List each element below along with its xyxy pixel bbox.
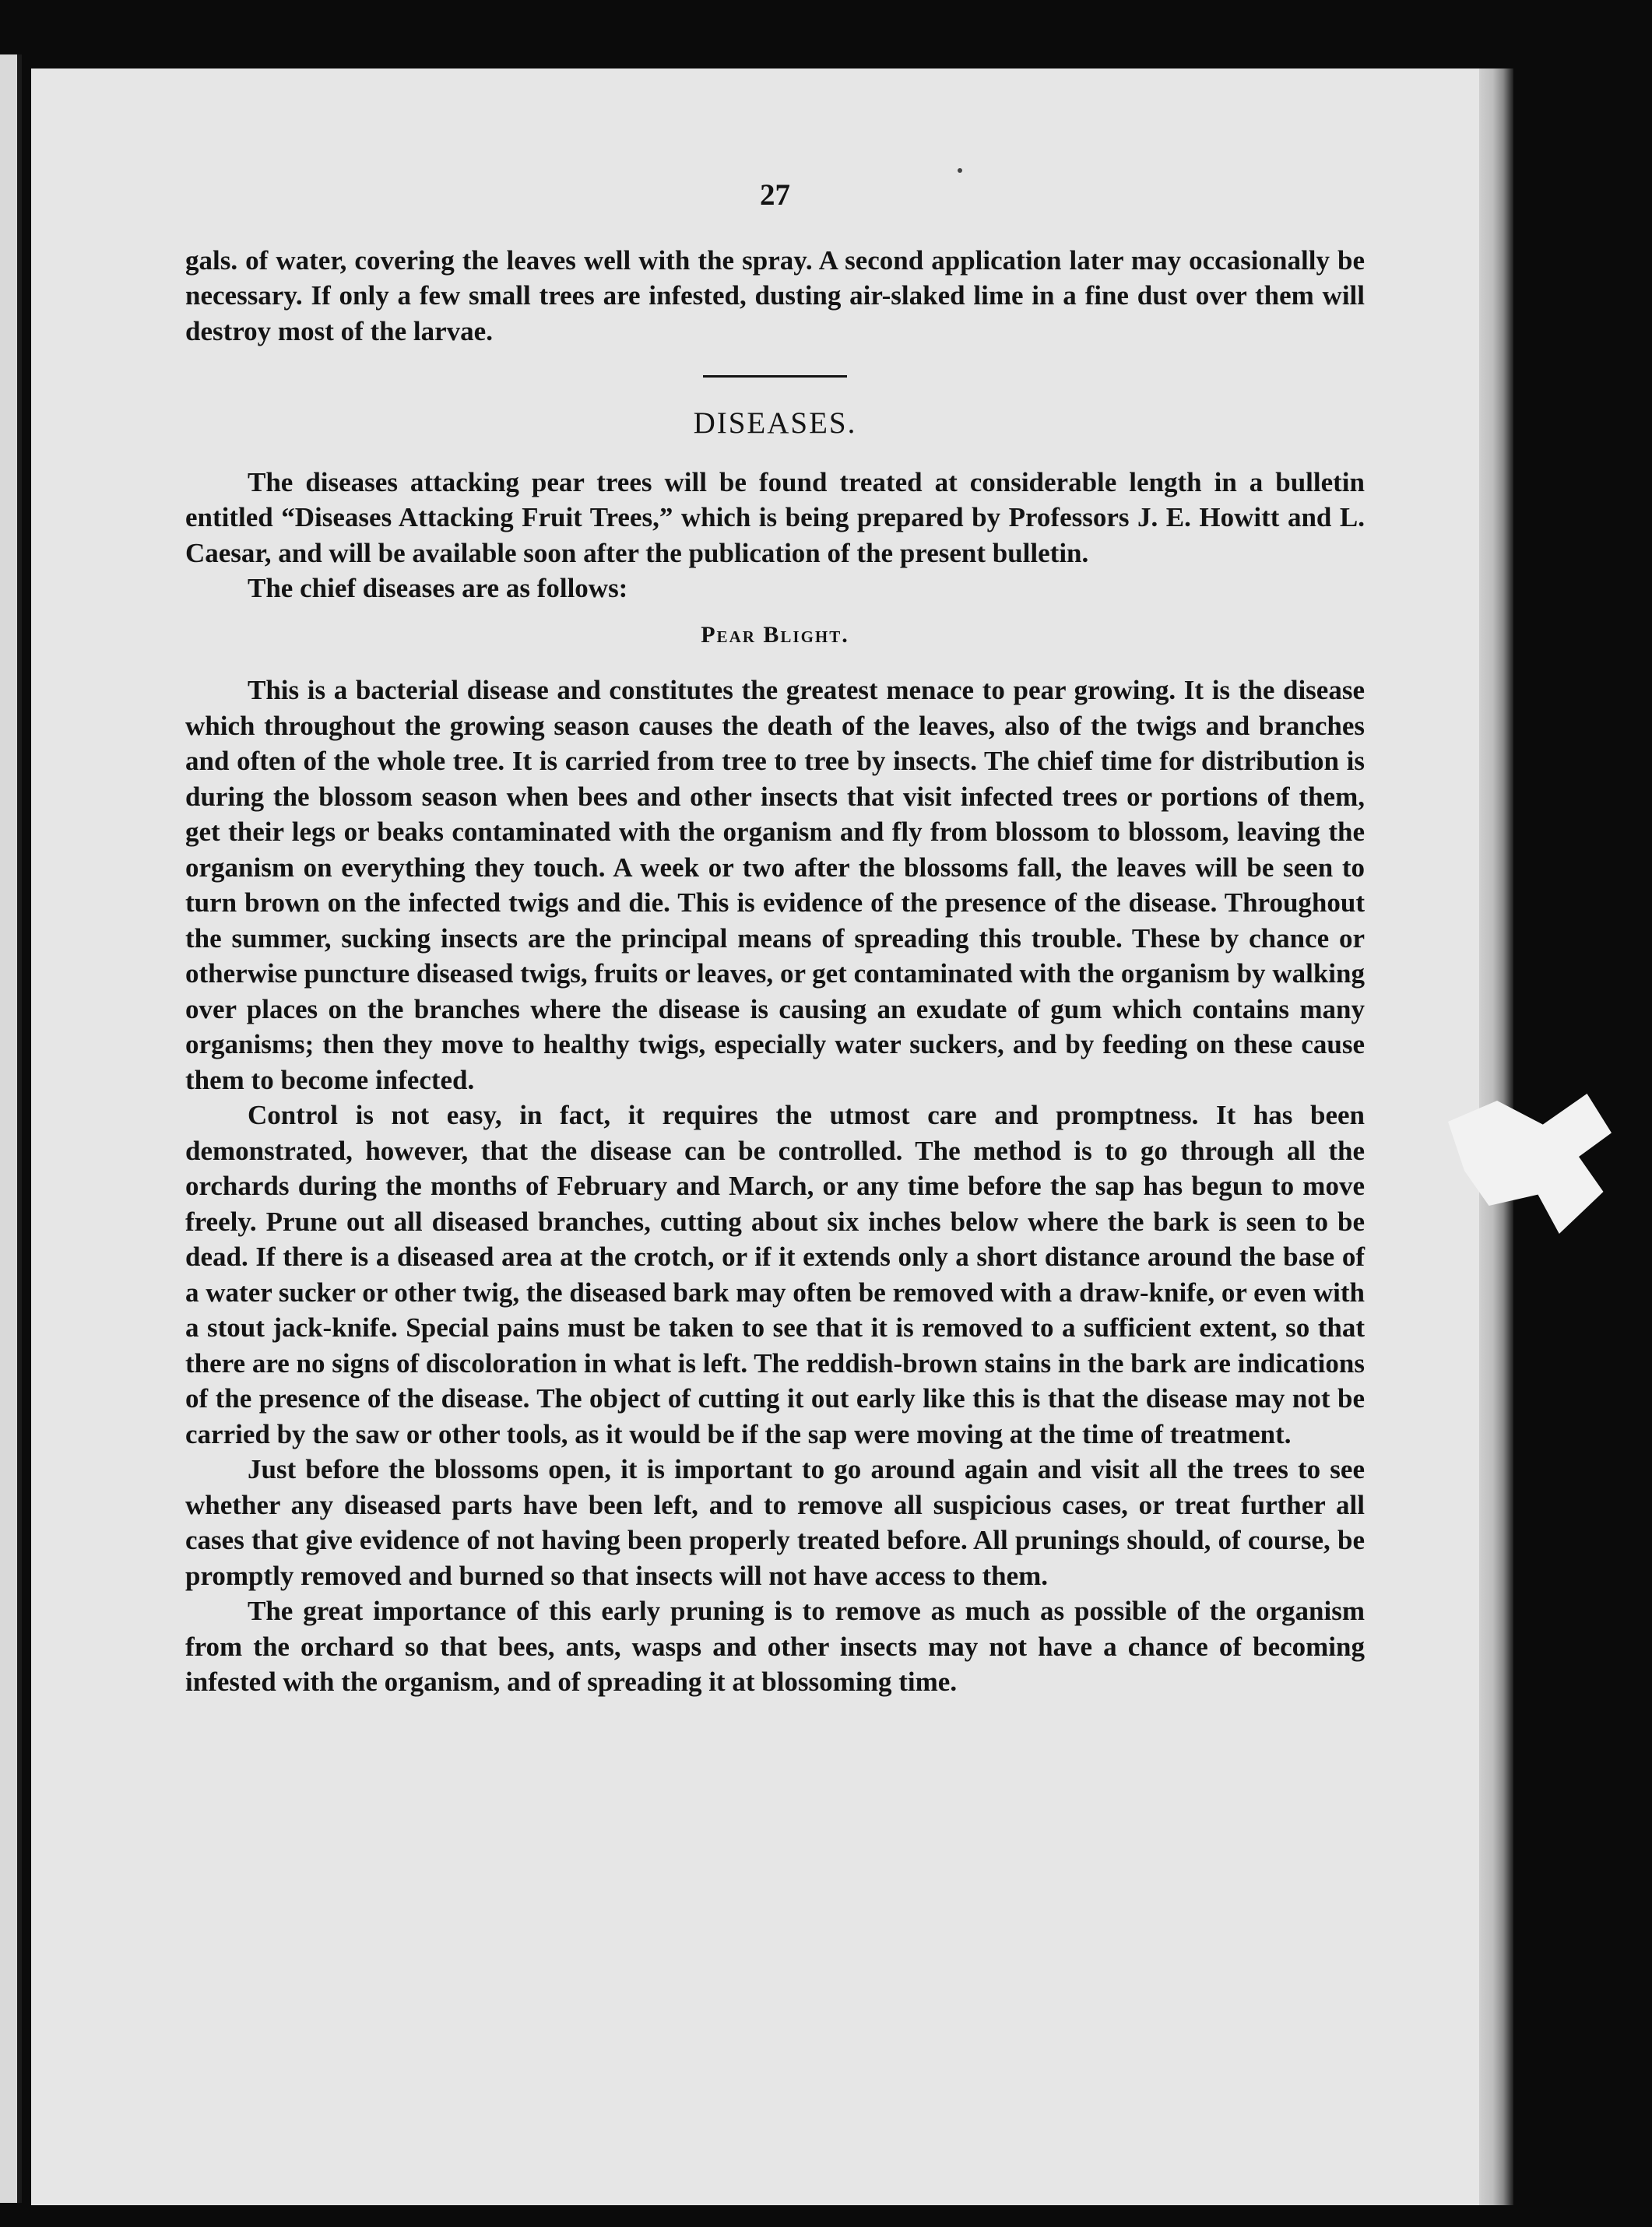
speck [958, 168, 962, 173]
blight-paragraph: Control is not easy, in fact, it requires the utmost care and promptness. It has been demonstrated, however, that the disease can be controlled. The method is to go through all the orchards during the months of February and March, or any time before the sap has begun to move freely. Prune out all diseased branches, cutting about six inches below where the bark is seen to be dead. If there is a diseased area at the crotch, or if it extends only a short distance around the base of a water sucker or other twig, the diseased bark may often be removed with a draw-knife, or even with a stout jack-knife. Special pains must be taken to see that it is removed to a sufficient extent, so that there are no signs of discoloration in what is left. The reddish-brown stains in the bark are indications of the presence of the disease. The object of cutting it out early like this is that the disease may not be carried by the saw or other tools, as it would be if the sap were moving at the time of treatment. [185, 1100, 1365, 1449]
subsection-heading: Pear Blight. [701, 621, 849, 648]
section-divider [703, 375, 847, 378]
blight-paragraph: Just before the blossoms open, it is important to go around again and visit all the trees to see whether any diseased parts have been left, and to remove all suspicious cases, or treat further all cases that give evidence of not having been properly treated before. All prunings should, of course, be promptly removed and burned so that insects will not have access to them. [185, 1454, 1365, 1591]
intro-paragraph: gals. of water, covering the leaves well with the spray. A second application later may occasionally be necessary. If only a few small trees are infested, dusting air-slaked lime in a fine dust over them will destroy most of the larvae. [185, 244, 1365, 346]
diseases-paragraph: The chief diseases are as follows: [248, 573, 628, 603]
section-heading: DISEASES. [693, 406, 857, 440]
adjacent-page-edge [0, 54, 22, 2203]
document-page [31, 68, 1491, 2205]
page-number: 27 [760, 178, 790, 212]
blight-paragraph: This is a bacterial disease and constitutes the greatest menace to pear growing. It is the disease which throughout the growing season causes the death of the leaves, also of the twigs and branches and often of the whole tree. It is carried from tree to tree by insects. The chief time for distribution is during the blossom season when bees and other insects that visit infected trees or portions of them, get their legs or beaks contaminated with the organism and fly from blossom to blossom, leaving the organism on everything they touch. A week or two after the blossoms fall, the leaves will be seen to turn brown on the infected twigs and die. This is evidence of the presence of the disease. Throughout the summer, sucking insects are the principal means of spreading this trouble. These by chance or otherwise puncture diseased twigs, fruits or leaves, or get contaminated with the organism by walking over places on the branches where the disease is causing an exudate of gum which contains many organisms; then they move to healthy twigs, especially water suckers, and by feeding on these cause them to become infected. [185, 675, 1365, 1095]
diseases-paragraph: The diseases attacking pear trees will be found treated at considerable length in a bulletin entitled “Diseases Attacking Fruit Trees,” which is being prepared by Professors J. E. Howitt and L. Caesar, and will be available soon after the publication of the present bulletin. [185, 466, 1365, 568]
page-content [185, 177, 1365, 1700]
blight-paragraph: The great importance of this early pruning is to remove as much as possible of the organism from the orchard so that bees, ants, wasps and other insects may not have a chance of becoming infested with the organism, and of spreading it at blossoming time. [185, 1596, 1365, 1697]
